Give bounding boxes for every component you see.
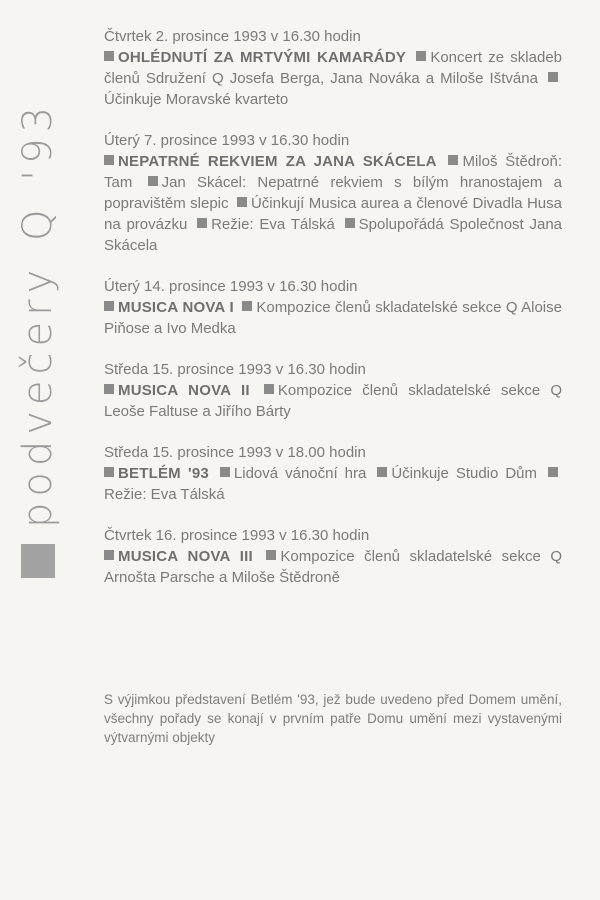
event-detail: Kompozice členů skladatelské sekce Q Arnošta Parsche a Miloše Štědroně — [104, 548, 562, 586]
event-item — [104, 276, 562, 339]
event-date: Středa 15. prosince 1993 v 16.30 hodin — [104, 361, 366, 378]
brand-square-icon — [21, 544, 55, 578]
square-bullet-icon — [242, 301, 252, 311]
square-bullet-icon — [104, 51, 114, 61]
square-bullet-icon — [264, 384, 274, 394]
square-bullet-icon — [104, 155, 114, 165]
event-detail: Kompozice členů skladatelské sekce Q Aloise Piňose a Ivo Medka — [104, 299, 562, 337]
square-bullet-icon — [448, 155, 458, 165]
event-item — [104, 359, 562, 422]
brand-vertical-title — [15, 18, 61, 528]
square-bullet-icon — [345, 218, 355, 228]
event-item — [104, 442, 562, 505]
event-detail: Režie: Eva Tálská — [211, 216, 335, 233]
event-description — [104, 380, 562, 422]
event-date: Čtvrtek 2. prosince 1993 v 16.30 hodin — [104, 28, 361, 45]
event-item — [104, 26, 562, 110]
square-bullet-icon — [104, 301, 114, 311]
event-item — [104, 130, 562, 256]
event-detail: Účinkují Musica aurea a členové Divadla Husa na provázku — [104, 195, 562, 233]
event-detail: Režie: Eva Tálská — [104, 486, 225, 503]
event-date: Středa 15. prosince 1993 v 18.00 hodin — [104, 444, 366, 461]
event-date: Úterý 14. prosince 1993 v 16.30 hodin — [104, 278, 358, 295]
square-bullet-icon — [377, 467, 387, 477]
square-bullet-icon — [104, 384, 114, 394]
side-brand-strip — [15, 18, 61, 578]
square-bullet-icon — [104, 550, 114, 560]
brand-title-year: '93 — [15, 100, 61, 181]
square-bullet-icon — [237, 197, 247, 207]
event-title: MUSICA NOVA II — [118, 382, 250, 399]
event-title: OHLÉDNUTÍ ZA MRTVÝMI KAMARÁDY — [118, 49, 407, 66]
brand-title-word: podvečery — [15, 263, 61, 528]
event-title: BETLÉM '93 — [118, 465, 209, 482]
event-description — [104, 463, 562, 505]
square-bullet-icon — [104, 467, 114, 477]
square-bullet-icon — [416, 51, 426, 61]
event-description — [104, 297, 562, 339]
event-title: NEPATRNÉ REKVIEM ZA JANA SKÁCELA — [118, 153, 437, 170]
event-detail: Účinkuje Studio Dům — [391, 465, 538, 482]
event-detail: Miloš Štědroň: Tam — [104, 153, 562, 191]
event-detail: Kompozice členů skladatelské sekce Q Leoše Faltuse a Jiřího Bárty — [104, 382, 562, 420]
event-detail: Koncert ze skladeb členů Sdružení Q Josefa Berga, Jana Nováka a Miloše Ištvána — [104, 49, 563, 87]
event-detail: Účinkuje Moravské kvarteto — [104, 91, 289, 108]
square-bullet-icon — [548, 467, 558, 477]
event-detail: Jan Skácel: Nepatrné rekviem s bílým hranostajem a popravištěm slepic — [104, 174, 562, 212]
square-bullet-icon — [548, 72, 558, 82]
event-item — [104, 525, 562, 588]
event-title: MUSICA NOVA III — [118, 548, 253, 565]
event-date: Čtvrtek 16. prosince 1993 v 16.30 hodin — [104, 527, 370, 544]
event-detail: Lidová vánoční hra — [233, 465, 367, 482]
event-program — [104, 26, 562, 608]
square-bullet-icon — [266, 550, 276, 560]
event-title: MUSICA NOVA I — [118, 299, 234, 316]
event-description — [104, 47, 562, 110]
event-description — [104, 151, 562, 256]
venue-note: S výjimkou představení Betlém '93, jež bude uvedeno před Domem umění, všechny pořady se konají v prvním patře Domu umění mezi vystavenými výtvarnými objekty — [104, 692, 562, 745]
square-bullet-icon — [197, 218, 207, 228]
square-bullet-icon — [220, 467, 230, 477]
event-date: Úterý 7. prosince 1993 v 16.30 hodin — [104, 132, 350, 149]
square-bullet-icon — [148, 176, 158, 186]
event-description — [104, 546, 562, 588]
brand-title-q: Q — [15, 203, 61, 242]
event-detail: Spolupořádá Společnost Jana Skácela — [104, 216, 562, 254]
